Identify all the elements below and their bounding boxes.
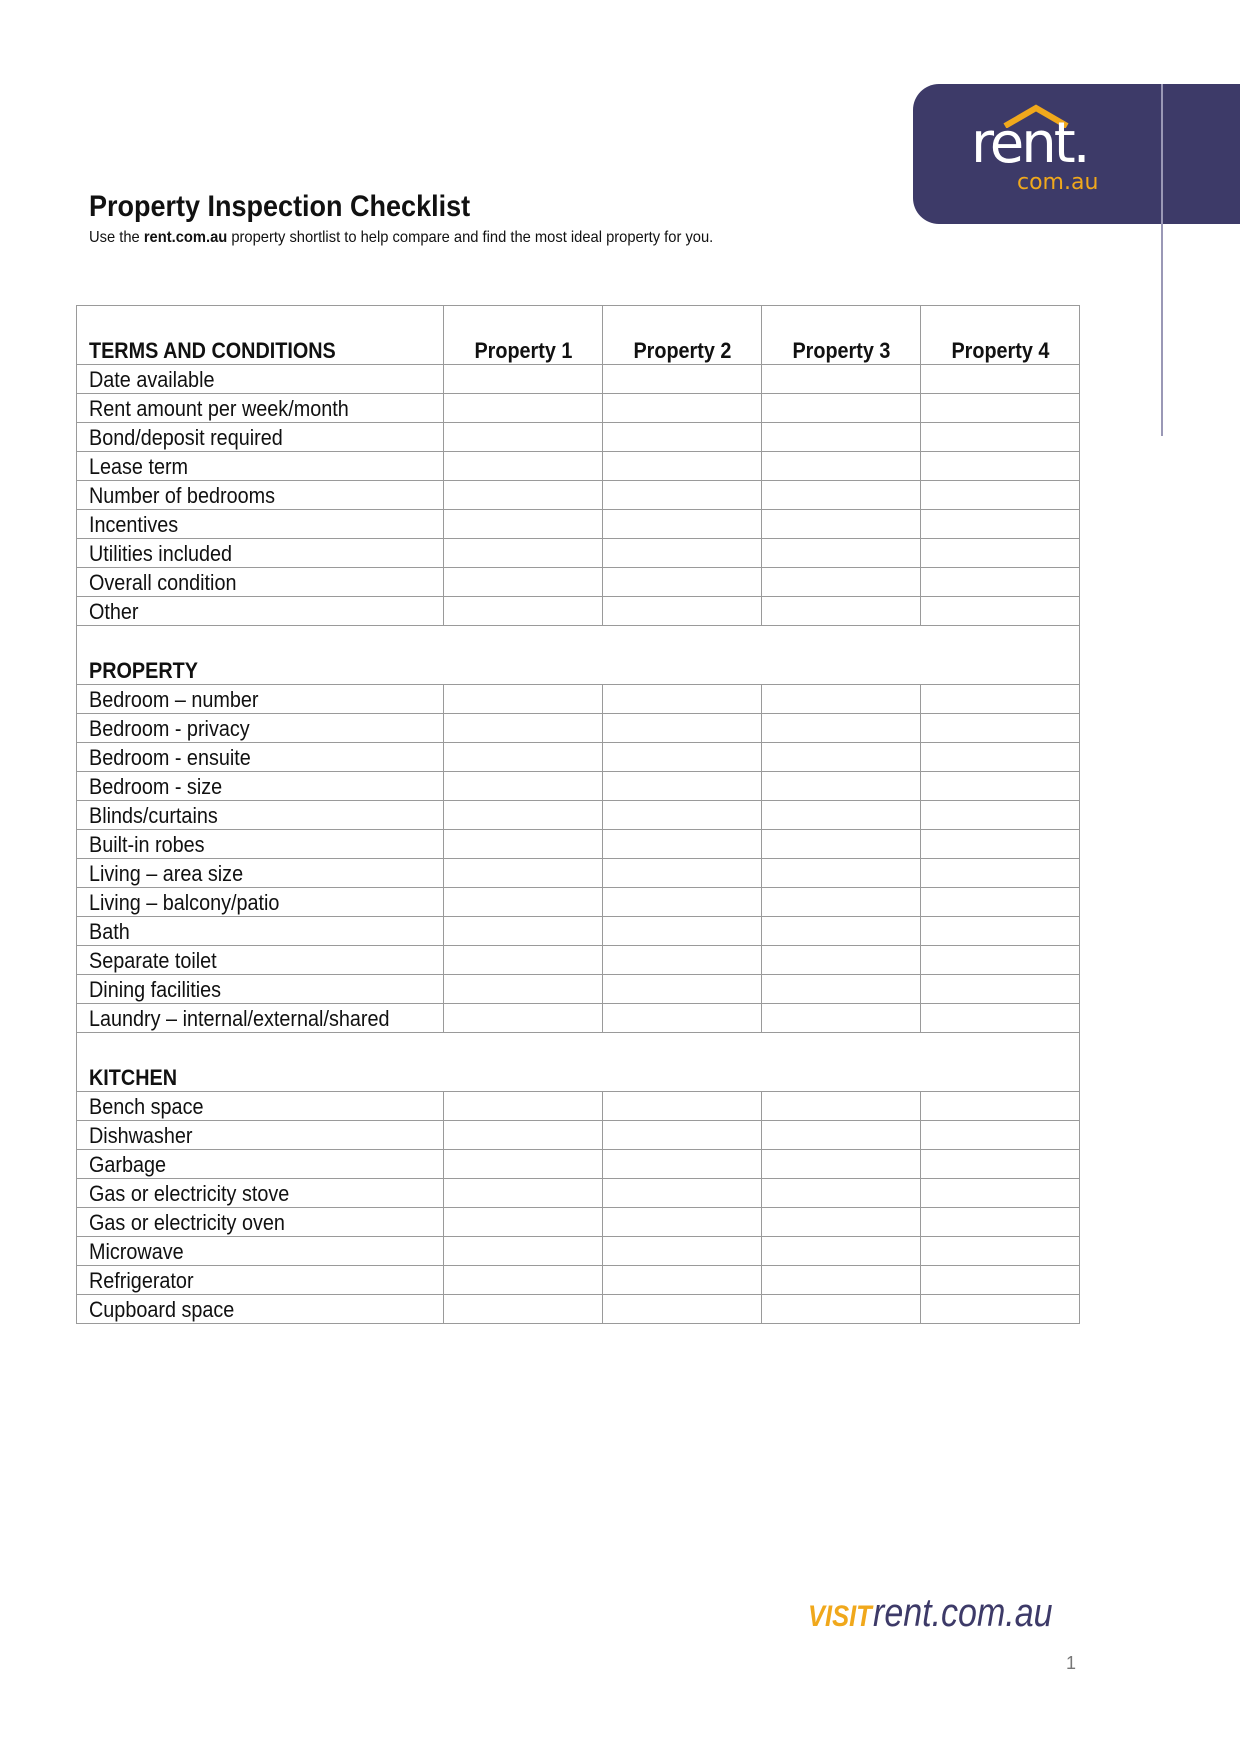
entry-cell-property-4[interactable] [921, 394, 1080, 423]
row-label: Blinds/curtains [77, 801, 444, 830]
table-row [77, 801, 1080, 830]
entry-cell-property-1[interactable] [444, 888, 603, 917]
entry-cell-property-2[interactable] [603, 1295, 762, 1324]
entry-cell-property-4[interactable] [921, 743, 1080, 772]
entry-cell-property-4[interactable] [921, 1266, 1080, 1295]
logo-domain: com.au [1017, 170, 1099, 195]
entry-cell-property-3[interactable] [762, 946, 921, 975]
row-label: Living – area size [77, 859, 444, 888]
entry-cell-property-2[interactable] [603, 859, 762, 888]
entry-cell-property-3[interactable] [762, 830, 921, 859]
entry-cell-property-3[interactable] [762, 394, 921, 423]
entry-cell-property-1[interactable] [444, 1121, 603, 1150]
table-row [77, 743, 1080, 772]
entry-cell-property-3[interactable] [762, 1179, 921, 1208]
entry-cell-property-3[interactable] [762, 568, 921, 597]
entry-cell-property-1[interactable] [444, 568, 603, 597]
page-title: Property Inspection Checklist [89, 190, 471, 223]
table-row [77, 1266, 1080, 1295]
table-row [77, 685, 1080, 714]
entry-cell-property-3[interactable] [762, 365, 921, 394]
page-subtitle [89, 229, 713, 247]
entry-cell-property-1[interactable] [444, 394, 603, 423]
row-label: Dishwasher [77, 1121, 444, 1150]
row-label: Bench space [77, 1092, 444, 1121]
table-row [77, 539, 1080, 568]
entry-cell-property-3[interactable] [762, 714, 921, 743]
logo-wordmark: rent. [971, 111, 1088, 176]
entry-cell-property-3[interactable] [762, 917, 921, 946]
row-label: Bedroom - privacy [77, 714, 444, 743]
entry-cell-property-1[interactable] [444, 1237, 603, 1266]
entry-cell-property-3[interactable] [762, 510, 921, 539]
entry-cell-property-3[interactable] [762, 1004, 921, 1033]
entry-cell-property-4[interactable] [921, 714, 1080, 743]
table-row [77, 452, 1080, 481]
entry-cell-property-1[interactable] [444, 1179, 603, 1208]
section-heading: TERMS AND CONDITIONS [77, 306, 444, 365]
table-row [77, 917, 1080, 946]
row-label: Date available [77, 365, 444, 394]
entry-cell-property-4[interactable] [921, 830, 1080, 859]
entry-cell-property-2[interactable] [603, 481, 762, 510]
entry-cell-property-4[interactable] [921, 481, 1080, 510]
table-row [77, 975, 1080, 1004]
table-row [77, 1295, 1080, 1324]
row-label: Bedroom - ensuite [77, 743, 444, 772]
page-number: 1 [1066, 1653, 1077, 1673]
visit-label: VISIT [808, 1600, 872, 1633]
entry-cell-property-2[interactable] [603, 714, 762, 743]
table-row [77, 1237, 1080, 1266]
entry-cell-property-3[interactable] [762, 859, 921, 888]
entry-cell-property-3[interactable] [762, 975, 921, 1004]
entry-cell-property-1[interactable] [444, 1266, 603, 1295]
row-label: Overall condition [77, 568, 444, 597]
entry-cell-property-2[interactable] [603, 1092, 762, 1121]
entry-cell-property-1[interactable] [444, 743, 603, 772]
entry-cell-property-1[interactable] [444, 481, 603, 510]
entry-cell-property-1[interactable] [444, 830, 603, 859]
entry-cell-property-4[interactable] [921, 975, 1080, 1004]
entry-cell-property-4[interactable] [921, 539, 1080, 568]
entry-cell-property-3[interactable] [762, 685, 921, 714]
entry-cell-property-1[interactable] [444, 597, 603, 626]
entry-cell-property-1[interactable] [444, 539, 603, 568]
entry-cell-property-2[interactable] [603, 685, 762, 714]
brand-logo [913, 84, 1240, 224]
row-label: Gas or electricity oven [77, 1208, 444, 1237]
entry-cell-property-1[interactable] [444, 365, 603, 394]
entry-cell-property-3[interactable] [762, 1208, 921, 1237]
column-header-property-3: Property 3 [762, 306, 921, 365]
table-row [77, 481, 1080, 510]
entry-cell-property-3[interactable] [762, 481, 921, 510]
entry-cell-property-2[interactable] [603, 1208, 762, 1237]
entry-cell-property-3[interactable] [762, 1150, 921, 1179]
entry-cell-property-3[interactable] [762, 1266, 921, 1295]
entry-cell-property-3[interactable] [762, 597, 921, 626]
row-label: Incentives [77, 510, 444, 539]
entry-cell-property-4[interactable] [921, 801, 1080, 830]
row-label: Gas or electricity stove [77, 1179, 444, 1208]
entry-cell-property-1[interactable] [444, 801, 603, 830]
column-header-property-4: Property 4 [921, 306, 1080, 365]
entry-cell-property-4[interactable] [921, 1208, 1080, 1237]
entry-cell-property-3[interactable] [762, 772, 921, 801]
checklist-table [76, 305, 1080, 1324]
entry-cell-property-2[interactable] [603, 1237, 762, 1266]
entry-cell-property-2[interactable] [603, 975, 762, 1004]
table-row [77, 365, 1080, 394]
entry-cell-property-4[interactable] [921, 1295, 1080, 1324]
entry-cell-property-4[interactable] [921, 1179, 1080, 1208]
entry-cell-property-2[interactable] [603, 510, 762, 539]
decorative-divider [1161, 84, 1163, 436]
entry-cell-property-2[interactable] [603, 830, 762, 859]
row-label: Living – balcony/patio [77, 888, 444, 917]
entry-cell-property-4[interactable] [921, 510, 1080, 539]
entry-cell-property-1[interactable] [444, 452, 603, 481]
entry-cell-property-2[interactable] [603, 1179, 762, 1208]
entry-cell-property-1[interactable] [444, 917, 603, 946]
entry-cell-property-2[interactable] [603, 1004, 762, 1033]
row-label: Rent amount per week/month [77, 394, 444, 423]
entry-cell-property-4[interactable] [921, 568, 1080, 597]
row-label: Number of bedrooms [77, 481, 444, 510]
entry-cell-property-2[interactable] [603, 452, 762, 481]
table-row [77, 568, 1080, 597]
entry-cell-property-2[interactable] [603, 1121, 762, 1150]
entry-cell-property-2[interactable] [603, 917, 762, 946]
entry-cell-property-3[interactable] [762, 1092, 921, 1121]
section-header-row [77, 626, 1080, 685]
entry-cell-property-2[interactable] [603, 568, 762, 597]
table-row [77, 714, 1080, 743]
entry-cell-property-4[interactable] [921, 772, 1080, 801]
column-header-property-2: Property 2 [603, 306, 762, 365]
row-label: Bath [77, 917, 444, 946]
entry-cell-property-1[interactable] [444, 1150, 603, 1179]
visit-url: rent.com.au [873, 1591, 1053, 1635]
subtitle-suffix: property shortlist to help compare and find the most ideal property for you. [227, 229, 714, 246]
entry-cell-property-1[interactable] [444, 975, 603, 1004]
entry-cell-property-2[interactable] [603, 772, 762, 801]
section-header-row [77, 1033, 1080, 1092]
entry-cell-property-3[interactable] [762, 1237, 921, 1266]
entry-cell-property-2[interactable] [603, 597, 762, 626]
row-label: Lease term [77, 452, 444, 481]
entry-cell-property-4[interactable] [921, 423, 1080, 452]
row-label: Bond/deposit required [77, 423, 444, 452]
entry-cell-property-2[interactable] [603, 539, 762, 568]
entry-cell-property-3[interactable] [762, 1295, 921, 1324]
row-label: Bedroom – number [77, 685, 444, 714]
table-row [77, 597, 1080, 626]
table-row [77, 888, 1080, 917]
row-label: Other [77, 597, 444, 626]
row-label: Utilities included [77, 539, 444, 568]
row-label: Microwave [77, 1237, 444, 1266]
row-label: Refrigerator [77, 1266, 444, 1295]
table-row [77, 1179, 1080, 1208]
entry-cell-property-4[interactable] [921, 597, 1080, 626]
entry-cell-property-4[interactable] [921, 946, 1080, 975]
table-row [77, 859, 1080, 888]
entry-cell-property-1[interactable] [444, 714, 603, 743]
table-row [77, 772, 1080, 801]
entry-cell-property-1[interactable] [444, 946, 603, 975]
entry-cell-property-1[interactable] [444, 1004, 603, 1033]
entry-cell-property-3[interactable] [762, 452, 921, 481]
entry-cell-property-3[interactable] [762, 1121, 921, 1150]
entry-cell-property-1[interactable] [444, 685, 603, 714]
section-heading: PROPERTY [77, 626, 1080, 685]
entry-cell-property-4[interactable] [921, 888, 1080, 917]
table-row [77, 1121, 1080, 1150]
entry-cell-property-4[interactable] [921, 1004, 1080, 1033]
row-label: Separate toilet [77, 946, 444, 975]
entry-cell-property-2[interactable] [603, 946, 762, 975]
table-row [77, 423, 1080, 452]
entry-cell-property-2[interactable] [603, 801, 762, 830]
table-row [77, 946, 1080, 975]
entry-cell-property-4[interactable] [921, 365, 1080, 394]
table-row [77, 1092, 1080, 1121]
entry-cell-property-4[interactable] [921, 1092, 1080, 1121]
entry-cell-property-2[interactable] [603, 394, 762, 423]
section-heading: KITCHEN [77, 1033, 1080, 1092]
entry-cell-property-2[interactable] [603, 365, 762, 394]
entry-cell-property-4[interactable] [921, 859, 1080, 888]
entry-cell-property-1[interactable] [444, 1208, 603, 1237]
entry-cell-property-2[interactable] [603, 888, 762, 917]
entry-cell-property-2[interactable] [603, 1150, 762, 1179]
row-label: Dining facilities [77, 975, 444, 1004]
table-row [77, 830, 1080, 859]
footer-visit [808, 1591, 1084, 1636]
entry-cell-property-1[interactable] [444, 1092, 603, 1121]
entry-cell-property-3[interactable] [762, 423, 921, 452]
entry-cell-property-3[interactable] [762, 539, 921, 568]
entry-cell-property-3[interactable] [762, 801, 921, 830]
table-row [77, 394, 1080, 423]
subtitle-prefix: Use the [89, 229, 144, 246]
entry-cell-property-3[interactable] [762, 888, 921, 917]
row-label: Bedroom - size [77, 772, 444, 801]
entry-cell-property-2[interactable] [603, 423, 762, 452]
entry-cell-property-4[interactable] [921, 1121, 1080, 1150]
section-header-row [77, 306, 1080, 365]
table-row [77, 1004, 1080, 1033]
row-label: Laundry – internal/external/shared [77, 1004, 444, 1033]
row-label: Cupboard space [77, 1295, 444, 1324]
table-row [77, 510, 1080, 539]
entry-cell-property-1[interactable] [444, 772, 603, 801]
entry-cell-property-1[interactable] [444, 423, 603, 452]
entry-cell-property-2[interactable] [603, 1266, 762, 1295]
entry-cell-property-1[interactable] [444, 859, 603, 888]
entry-cell-property-4[interactable] [921, 1237, 1080, 1266]
entry-cell-property-1[interactable] [444, 1295, 603, 1324]
entry-cell-property-4[interactable] [921, 1150, 1080, 1179]
subtitle-brand: rent.com.au [143, 229, 228, 246]
entry-cell-property-4[interactable] [921, 452, 1080, 481]
table-row [77, 1150, 1080, 1179]
row-label: Garbage [77, 1150, 444, 1179]
entry-cell-property-4[interactable] [921, 917, 1080, 946]
entry-cell-property-2[interactable] [603, 743, 762, 772]
entry-cell-property-3[interactable] [762, 743, 921, 772]
entry-cell-property-4[interactable] [921, 685, 1080, 714]
table-row [77, 1208, 1080, 1237]
column-header-property-1: Property 1 [444, 306, 603, 365]
entry-cell-property-1[interactable] [444, 510, 603, 539]
row-label: Built-in robes [77, 830, 444, 859]
